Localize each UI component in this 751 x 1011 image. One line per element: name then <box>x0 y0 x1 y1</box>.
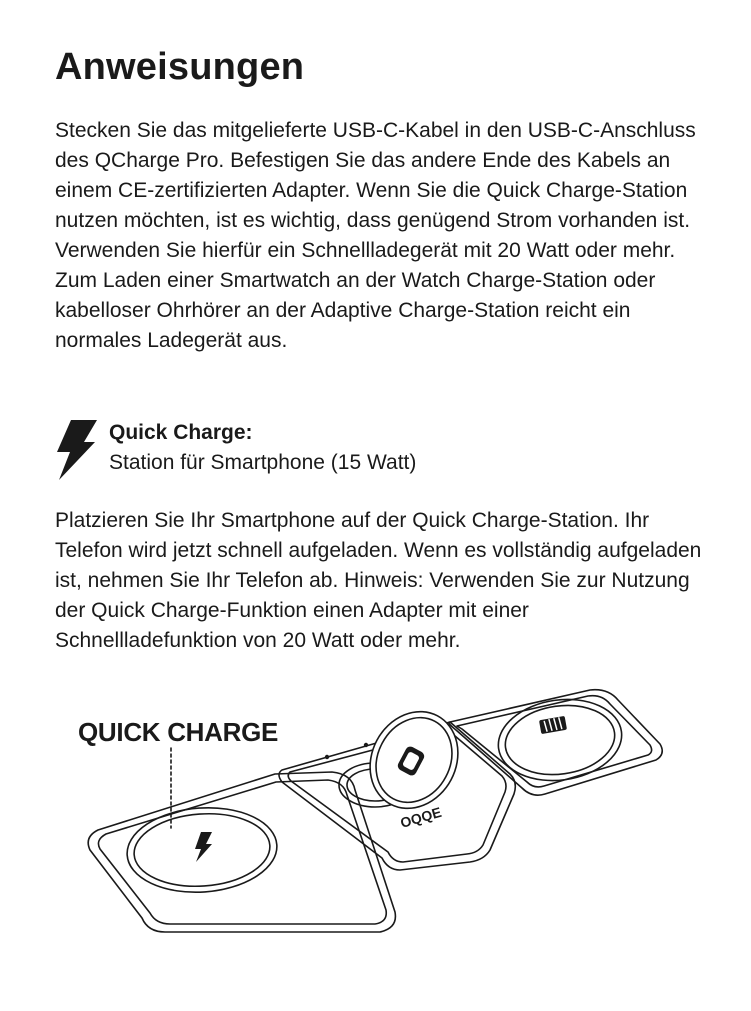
watch-charger-puck <box>353 696 474 824</box>
lightning-bolt-icon <box>55 420 97 480</box>
pad-bolt-icon <box>195 832 212 862</box>
quick-charge-paragraph: Platzieren Sie Ihr Smartphone auf der Quick Charge-Station. Ihr Telefon wird jetzt schnell aufgeladen. Wenn es vollständig aufgeladen ist, nehmen Sie Ihr Telefon ab. Hinweis: Verwenden Sie zur Nutzung der Quick Charge-Funktion einen Adapter mit einer Schnellladefunktion von 20 Watt oder mehr. <box>55 509 702 652</box>
right-charging-panel <box>449 690 662 795</box>
charger-illustration <box>70 682 680 942</box>
quick-charge-section <box>55 418 695 484</box>
intro-paragraph: Stecken Sie das mitgelieferte USB-C-Kabel in den USB-C-Anschluss des QCharge Pro. Befestigen Sie das andere Ende des Kabels an einem CE-zertifizierten Adapter. Wenn Sie die Quick Charge-Station nutzen möchten, ist es wichtig, dass genügend Strom vorhanden ist. Verwenden Sie hierfür ein Schnellladegerät mit 20 Watt oder mehr. Zum Laden einer Smartwatch an der Watch Charge-Station oder kabelloser Ohrhörer an der Adaptive Charge-Station reicht ein normales Ladegerät aus. <box>55 119 696 352</box>
quick-charge-subtitle: Station für Smartphone (15 Watt) <box>109 451 417 474</box>
brand-logo: OQQE <box>398 803 444 831</box>
page-title: Anweisungen <box>55 46 305 88</box>
quick-charge-heading: Quick Charge: <box>109 421 253 444</box>
quick-charge-callout-label: QUICK CHARGE <box>78 717 279 747</box>
